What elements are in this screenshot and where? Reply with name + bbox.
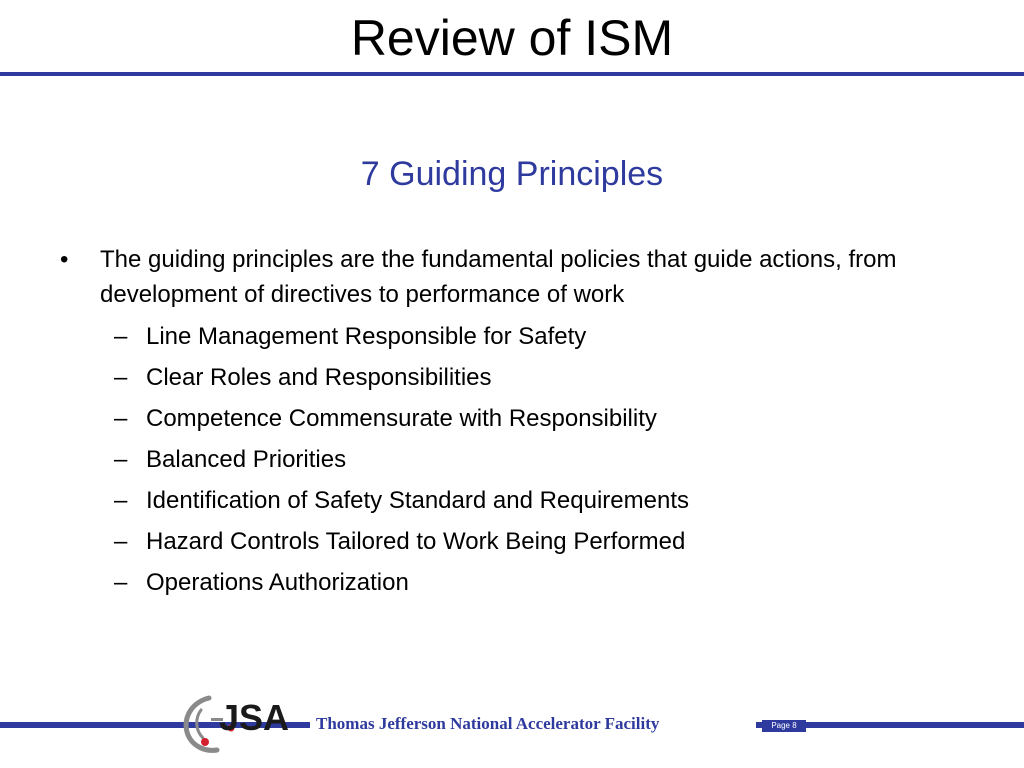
principle-text: Operations Authorization (146, 569, 409, 596)
dash-marker: – (114, 364, 128, 391)
principles-list (60, 316, 960, 603)
slide-subtitle: 7 Guiding Principles (360, 155, 664, 193)
jsa-logo-icon (175, 688, 295, 756)
principle-item (60, 357, 960, 398)
principle-item (60, 480, 960, 521)
principle-item (60, 439, 960, 480)
facility-name: Thomas Jefferson National Accelerator Facility (310, 713, 756, 735)
dash-marker: – (114, 405, 128, 432)
bullet-text: The guiding principles are the fundamental policies that guide actions, from development of directives to performance of work (100, 246, 897, 308)
dash-marker: – (114, 528, 128, 555)
principle-item (60, 521, 960, 562)
principle-text: Identification of Safety Standard and Requirements (146, 487, 689, 514)
bullet-marker: • (60, 246, 69, 273)
dash-marker: – (114, 487, 128, 514)
bullet-item (60, 242, 960, 312)
dash-marker: – (114, 446, 128, 473)
logo-inner-swoosh (197, 710, 203, 738)
principle-text: Clear Roles and Responsibilities (146, 364, 492, 391)
principle-item (60, 316, 960, 357)
principle-text: Line Management Responsible for Safety (146, 323, 587, 350)
slide-title: Review of ISM (350, 10, 674, 66)
principle-text: Hazard Controls Tailored to Work Being Performed (146, 528, 686, 555)
title-divider (0, 72, 1024, 76)
principle-item (60, 398, 960, 439)
bullet-list (60, 242, 960, 603)
dash-marker: – (114, 323, 128, 350)
dash-marker: – (114, 569, 128, 596)
principle-text: Competence Commensurate with Responsibility (146, 405, 657, 432)
logo-dot (201, 738, 209, 746)
page-number: Page 8 (762, 720, 806, 732)
principle-text: Balanced Priorities (146, 446, 347, 473)
principle-item (60, 562, 960, 603)
logo-wordmark: JSA (219, 697, 290, 738)
